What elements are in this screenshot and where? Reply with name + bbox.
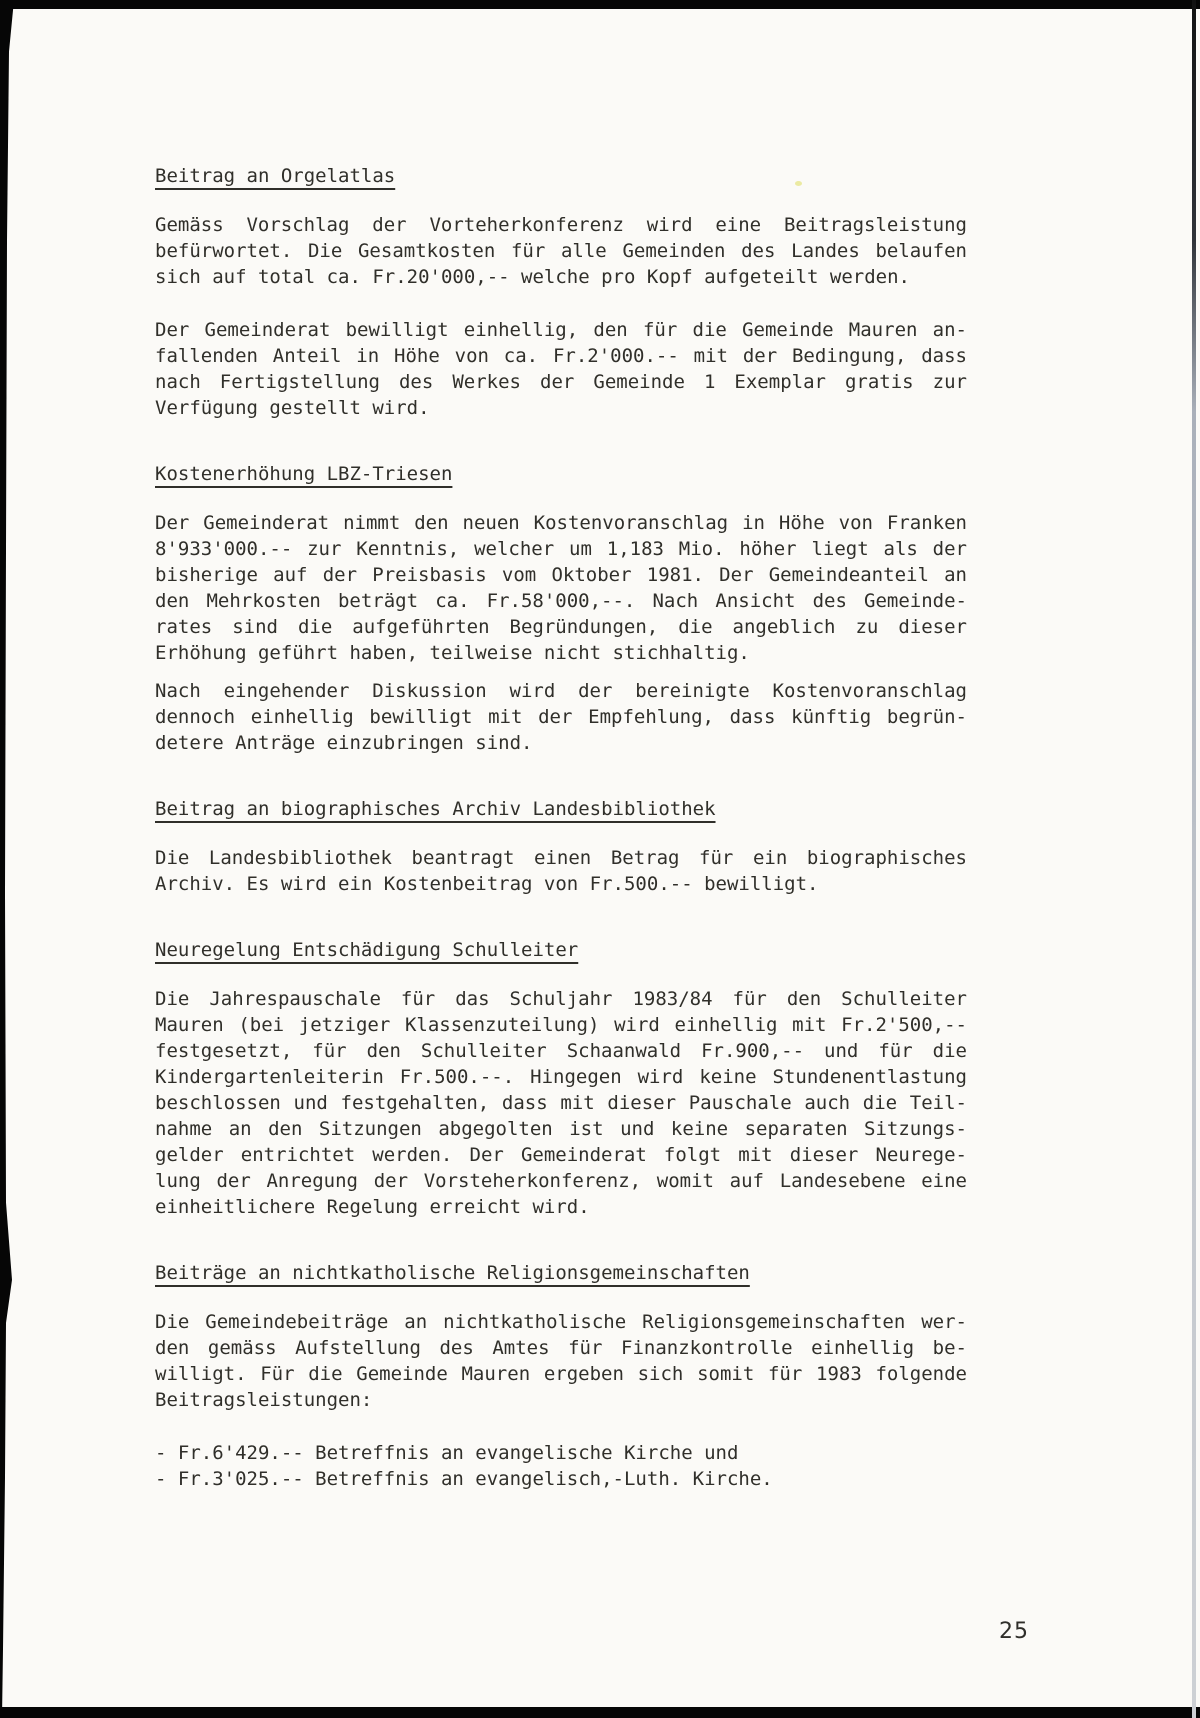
text-line: fallenden Anteil in Höhe von ca. Fr.2'000.-- mit der Bedingung, dass	[155, 345, 967, 367]
text-line: Der Gemeinderat nimmt den neuen Kostenvoranschlag in Höhe von Franken	[155, 512, 967, 534]
document-content	[155, 163, 967, 1532]
text-line: festgesetzt, für den Schulleiter Schaanwald Fr.900,-- und für die	[155, 1040, 967, 1062]
paragraph	[155, 212, 967, 290]
paragraph	[155, 317, 967, 421]
text-line: Die Gemeindebeiträge an nichtkatholische Religionsgemeinschaften wer-	[155, 1311, 967, 1333]
paragraph	[155, 845, 967, 897]
paragraph	[155, 986, 967, 1220]
text-line: gelder entrichtet werden. Der Gemeinderat folgt mit dieser Neurege-	[155, 1144, 967, 1166]
text-line: Beitragsleistungen:	[155, 1389, 373, 1411]
text-line: befürwortet. Die Gesamtkosten für alle Gemeinden des Landes belaufen	[155, 240, 967, 262]
scan-edge-bottom	[0, 1707, 1200, 1718]
contribution-list	[155, 1440, 967, 1492]
section-beitrag-biographisches-archiv	[155, 796, 967, 897]
text-line: Nach eingehender Diskussion wird der bereinigte Kostenvoranschlag	[155, 680, 967, 702]
paragraph	[155, 678, 967, 756]
text-line: nahme an den Sitzungen abgegolten ist und keine separaten Sitzungs-	[155, 1118, 967, 1140]
section-heading-text: Beitrag an biographisches Archiv Landesbibliothek	[155, 798, 716, 820]
text-line: rates sind die aufgeführten Begründungen, die angeblich zu dieser	[155, 616, 967, 638]
section-heading-text: Beiträge an nichtkatholische Religionsgemeinschaften	[155, 1262, 750, 1284]
text-line: Die Landesbibliothek beantragt einen Betrag für ein biographisches	[155, 847, 967, 869]
text-line: einheitlichere Regelung erreicht wird.	[155, 1196, 590, 1218]
list-item: - Fr.3'025.-- Betreffnis an evangelisch,-Luth. Kirche.	[155, 1468, 773, 1490]
text-line: Gemäss Vorschlag der Vorteherkonferenz wird eine Beitragsleistung	[155, 214, 967, 236]
section-heading	[155, 461, 967, 487]
section-kostenerhoehung-lbz-triesen	[155, 461, 967, 756]
text-line: sich auf total ca. Fr.20'000,-- welche pro Kopf aufgeteilt werden.	[155, 266, 910, 288]
page-number: 25	[999, 1619, 1029, 1644]
section-heading	[155, 796, 967, 822]
scan-edge-top	[0, 0, 1200, 9]
text-line: den gemäss Aufstellung des Amtes für Finanzkontrolle einhellig be-	[155, 1337, 967, 1359]
section-beitraege-religionsgemeinschaften	[155, 1260, 967, 1492]
text-line: beschlossen und festgehalten, dass mit dieser Pauschale auch die Teil-	[155, 1092, 967, 1114]
text-line: den Mehrkosten beträgt ca. Fr.58'000,--. Nach Ansicht des Gemeinde-	[155, 590, 967, 612]
text-line: nach Fertigstellung des Werkes der Gemeinde 1 Exemplar gratis zur	[155, 371, 967, 393]
text-line: dennoch einhellig bewilligt mit der Empfehlung, dass künftig begrün-	[155, 706, 967, 728]
section-heading	[155, 937, 967, 963]
scan-edge-right-line	[1192, 0, 1196, 1718]
text-line: Die Jahrespauschale für das Schuljahr 1983/84 für den Schulleiter	[155, 988, 967, 1010]
text-line: detere Anträge einzubringen sind.	[155, 732, 533, 754]
text-line: willigt. Für die Gemeinde Mauren ergeben sich somit für 1983 folgende	[155, 1363, 967, 1385]
section-neuregelung-entschaedigung-schulleiter	[155, 937, 967, 1220]
paragraph	[155, 1309, 967, 1413]
section-heading	[155, 1260, 967, 1286]
paragraph	[155, 510, 967, 666]
text-line: bisherige auf der Preisbasis vom Oktober 1981. Der Gemeindeanteil an	[155, 564, 967, 586]
text-line: Erhöhung geführt haben, teilweise nicht stichhaltig.	[155, 642, 750, 664]
section-heading-text: Neuregelung Entschädigung Schulleiter	[155, 939, 579, 961]
text-line: 8'933'000.-- zur Kenntnis, welcher um 1,183 Mio. höher liegt als der	[155, 538, 967, 560]
text-line: Archiv. Es wird ein Kostenbeitrag von Fr.500.-- bewilligt.	[155, 873, 819, 895]
section-heading-text: Kostenerhöhung LBZ-Triesen	[155, 463, 453, 485]
text-line: Kindergartenleiterin Fr.500.--. Hingegen wird keine Stundenentlastung	[155, 1066, 967, 1088]
text-line: Der Gemeinderat bewilligt einhellig, den für die Gemeinde Mauren an-	[155, 319, 967, 341]
text-line: Mauren (bei jetziger Klassenzuteilung) wird einhellig mit Fr.2'500,--	[155, 1014, 967, 1036]
section-heading-text: Beitrag an Orgelatlas	[155, 165, 396, 187]
text-line: Verfügung gestellt wird.	[155, 397, 430, 419]
text-line: lung der Anregung der Vorsteherkonferenz, womit auf Landesebene eine	[155, 1170, 967, 1192]
scan-speck-artifact	[795, 181, 802, 186]
section-beitrag-orgelatlas	[155, 163, 967, 421]
section-heading	[155, 163, 967, 189]
list-item: - Fr.6'429.-- Betreffnis an evangelische Kirche und	[155, 1442, 739, 1464]
scan-edge-left	[0, 0, 18, 1718]
